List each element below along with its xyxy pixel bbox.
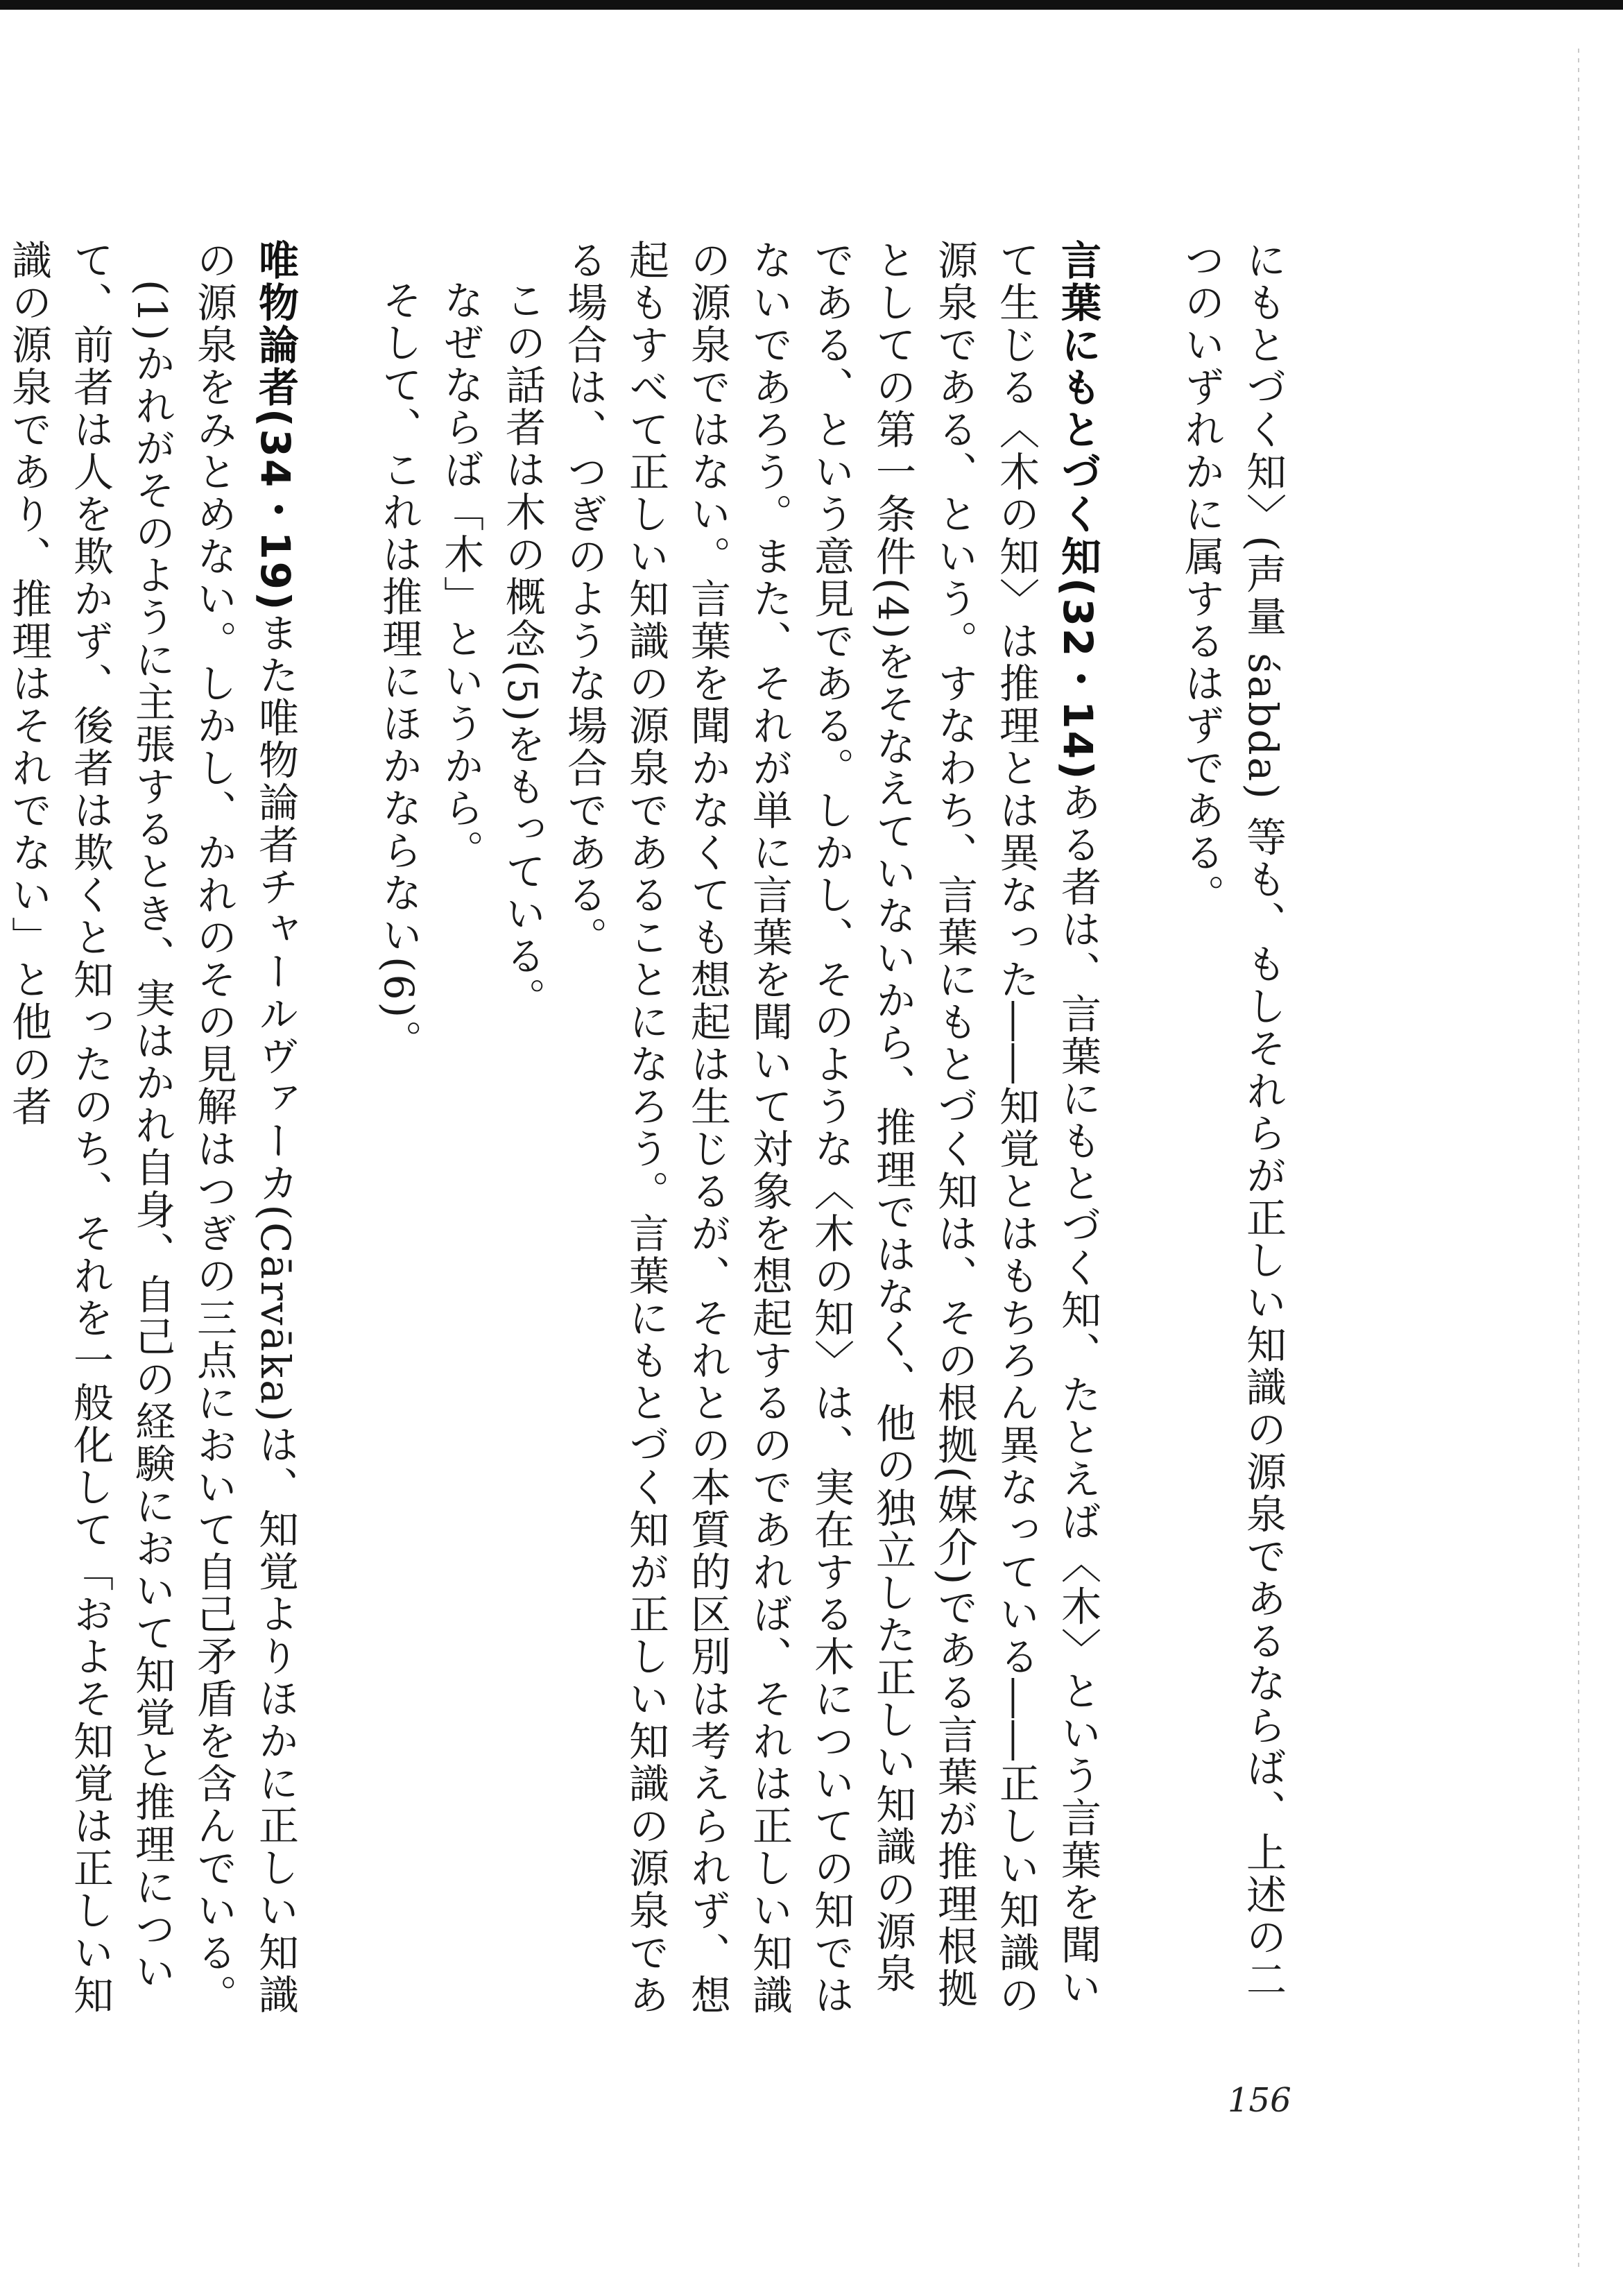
paragraph-4: なぜならば「木」というから。 bbox=[437, 280, 484, 872]
section-heading-word-knowledge: 言葉にもとづく知 bbox=[1054, 239, 1101, 578]
paragraph-2 bbox=[553, 239, 1108, 2036]
margin-rule bbox=[1578, 49, 1579, 2268]
paragraph-1: にもとづく知〉(声量 śabda) 等も、もしそれらが正しい知識の源泉であるならば、上述の二つのいずれかに属するはずである。 bbox=[1178, 239, 1287, 2001]
paragraph-3: この話者は木の概念(5)をもっている。 bbox=[499, 280, 546, 1020]
paragraph-5: そして、これは推理にほかならない(6)。 bbox=[375, 280, 422, 1063]
paragraph-gap bbox=[306, 239, 368, 2036]
top-border bbox=[0, 0, 1623, 10]
section-heading-materialist: 唯物論者 bbox=[252, 239, 299, 409]
paragraph-6 bbox=[182, 239, 306, 2036]
paragraph-6-body: また唯物論者チャールヴァーカ(Cārvāka)は、知覚よりほかに正しい知識の源泉をみとめない。しかし、かれのその見解はつぎの三点において自己矛盾を含んでいる。 bbox=[190, 239, 299, 2016]
vertical-text-body bbox=[5, 239, 1294, 2036]
paragraph-2-body: ある者は、言葉にもとづく知、たとえば〈木〉という言葉を聞いて生じる〈木の知〉は推理とは異なった――知覚とはもちろん異なっている――正しい知識の源泉である、という。すなわち、言葉にもとづく知は、その根拠(媒介)である言葉が推理根拠としての第一条件(4)をそなえていないから、推理ではなく、他の独立した正しい知識の源泉である、という意見である。しかし、そのような〈木の知〉は、実在する木についての知ではないであろう。また、それが単に言葉を聞いて対象を想起するのであれば、それは正しい知識の源泉ではない。言葉を聞かなくても想起は生じるが、それとの本質的区別は考えられず、想起もすべて正しい知識の源泉であることになろう。言葉にもとづく知が正しい知識の源泉である場合は、つぎのような場合である。 bbox=[560, 239, 1101, 2016]
paragraph-gap bbox=[1108, 239, 1170, 2036]
section-reference: (34・19) bbox=[252, 409, 299, 612]
page-number: 156 bbox=[1228, 2081, 1291, 2120]
paragraph-7: (1)かれがそのように主張するとき、実はかれ自身、自己の経験において知覚と推理について、前者は人を欺かず、後者は欺くと知ったのち、それを一般化して「およそ知覚は正しい知識の源泉であり、推理はそれでない」と他の者 bbox=[5, 239, 175, 2016]
section-reference: (32・14) bbox=[1054, 578, 1101, 782]
